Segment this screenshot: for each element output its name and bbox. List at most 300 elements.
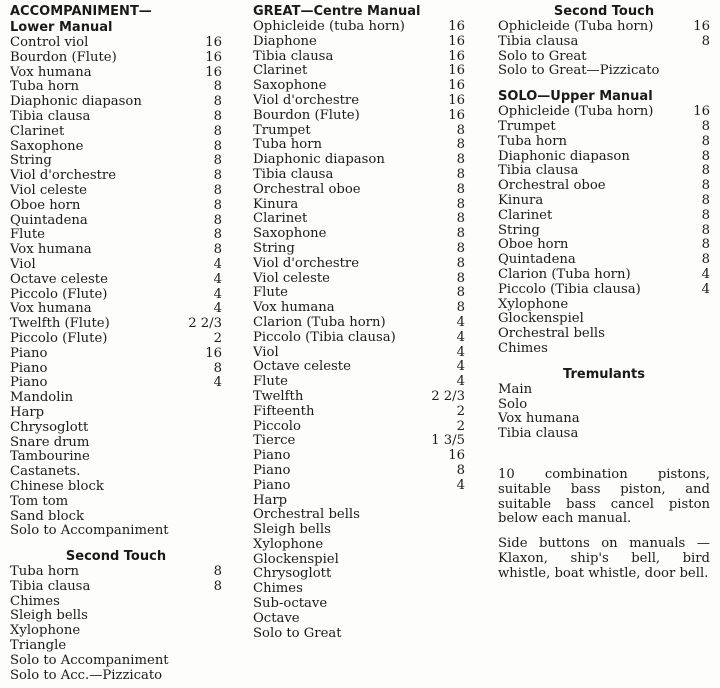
stop-pitch: 4	[456, 314, 465, 330]
stop-row	[10, 95, 222, 110]
stop-pitch: 8	[701, 133, 710, 149]
stop-name: Snare drum	[10, 435, 90, 450]
stop-pitch: 16	[448, 448, 465, 464]
stop-name: Xylophone	[253, 537, 324, 552]
stop-pitch: 16	[448, 107, 465, 123]
stop-row	[253, 286, 465, 301]
stop-name: Octave	[253, 611, 300, 626]
stop-name: Solo to Great	[253, 626, 342, 641]
stop-row	[253, 538, 465, 553]
stop-name: Diaphonic diapason	[253, 153, 385, 168]
stop-row	[253, 479, 465, 494]
stop-name: Tibia clausa	[10, 579, 91, 594]
stop-row	[253, 124, 465, 139]
stop-name: Tuba horn	[498, 134, 568, 149]
stop-pitch: 4	[213, 256, 222, 272]
stop-name: Tuba horn	[10, 80, 80, 95]
stop-name: Vox humana	[253, 301, 335, 316]
stop-row	[253, 20, 465, 35]
stop-name: Saxophone	[10, 139, 84, 154]
stop-name: Kinura	[498, 193, 544, 208]
stop-name: Diaphonic diapason	[10, 95, 142, 110]
stop-name: Clarion (Tuba horn)	[253, 315, 386, 330]
stop-name: Triangle	[10, 639, 67, 654]
stop-row	[253, 316, 465, 331]
stop-pitch: 8	[213, 360, 222, 376]
stop-name: Solo to Accompaniment	[10, 653, 169, 668]
stop-pitch: 8	[456, 166, 465, 182]
stop-pitch: 4	[213, 286, 222, 302]
stop-row	[10, 580, 222, 595]
stop-name: Clarinet	[253, 212, 308, 227]
stop-row	[10, 465, 222, 480]
stop-name: Sleigh bells	[253, 523, 331, 538]
accompaniment-column	[10, 4, 222, 683]
stop-row	[10, 609, 222, 624]
stop-name: Chrysoglott	[10, 420, 89, 435]
stop-row	[10, 595, 222, 610]
stop-pitch: 8	[701, 148, 710, 164]
stop-name: Glockenspiel	[253, 552, 339, 567]
stop-pitch: 16	[448, 92, 465, 108]
stop-name: Viol	[10, 257, 36, 272]
tremulant-item: Vox humana	[498, 411, 580, 427]
stop-row	[10, 110, 222, 125]
stop-row	[10, 391, 222, 406]
stop-pitch: 8	[456, 285, 465, 301]
stop-name: Piccolo (Tibia clausa)	[498, 282, 641, 297]
stop-pitch: 8	[456, 122, 465, 138]
stop-name: Ophicleide (Tuba horn)	[498, 20, 654, 34]
stop-row	[10, 450, 222, 465]
stop-name: Solo to Acc.—Pizzicato	[10, 668, 163, 683]
stop-row	[10, 565, 222, 580]
stop-row	[253, 612, 465, 627]
stop-name: Saxophone	[253, 79, 327, 94]
stop-pitch: 16	[693, 19, 710, 34]
stop-name: Sleigh bells	[10, 609, 88, 624]
stop-name: Piccolo	[253, 419, 301, 434]
stop-row	[10, 140, 222, 155]
stop-name: Xylophone	[10, 624, 81, 639]
stop-row	[498, 105, 710, 120]
accompaniment-second-touch-title: Second Touch	[65, 549, 167, 565]
stop-row	[498, 253, 710, 268]
accompaniment-stop-list	[10, 36, 222, 539]
stop-row	[498, 135, 710, 150]
stop-pitch: 8	[701, 118, 710, 134]
stop-row	[10, 639, 222, 654]
stop-row	[498, 209, 710, 224]
stop-row	[10, 302, 222, 317]
stop-row	[253, 523, 465, 538]
tremulants-list	[498, 383, 710, 442]
stop-pitch: 8	[456, 226, 465, 242]
stop-name: Bourdon (Flute)	[253, 108, 360, 123]
stop-row	[10, 654, 222, 669]
stop-name: Vox humana	[10, 302, 92, 317]
stop-row	[10, 184, 222, 199]
stop-row	[498, 20, 710, 35]
stop-pitch: 8	[701, 237, 710, 253]
stop-pitch: 8	[456, 300, 465, 316]
stop-pitch: 8	[701, 222, 710, 238]
stop-name: Piano	[253, 449, 291, 464]
stop-row	[10, 243, 222, 258]
stop-row	[253, 375, 465, 390]
stop-pitch: 8	[456, 240, 465, 256]
stop-pitch: 4	[213, 375, 222, 391]
great-second-touch-list	[498, 20, 710, 79]
stop-row	[253, 183, 465, 198]
stop-name: Vox humana	[10, 65, 92, 80]
great-second-touch-title: Second Touch	[553, 4, 655, 19]
stop-row	[253, 390, 465, 405]
stop-row	[253, 94, 465, 109]
stop-pitch: 8	[701, 163, 710, 179]
stop-name: Clarinet	[253, 64, 308, 79]
stop-pitch: 2	[456, 403, 465, 419]
stop-row	[253, 331, 465, 346]
stop-pitch: 8	[213, 123, 222, 139]
stop-row	[253, 567, 465, 582]
stop-row	[10, 406, 222, 421]
stop-row	[10, 288, 222, 303]
stop-row	[253, 346, 465, 361]
stop-pitch: 8	[701, 178, 710, 194]
stop-name: Twelfth	[253, 389, 304, 404]
stop-row	[253, 434, 465, 449]
stop-name: Saxophone	[253, 227, 327, 242]
stop-name: Piano	[10, 361, 48, 376]
stop-row	[253, 153, 465, 168]
stop-row	[10, 436, 222, 451]
accompaniment-title: ACCOMPANIMENT—	[10, 4, 152, 19]
stop-name: Sub-octave	[253, 597, 328, 612]
stop-row	[253, 227, 465, 242]
stop-row	[10, 199, 222, 214]
stop-pitch: 8	[456, 137, 465, 153]
stop-name: Diaphone	[253, 34, 317, 49]
stop-name: Chimes	[253, 582, 303, 597]
stop-name: Diaphonic diapason	[498, 149, 630, 164]
stop-row	[10, 51, 222, 66]
stop-row	[253, 35, 465, 50]
stop-name: Octave celeste	[253, 360, 351, 375]
stop-row	[253, 109, 465, 124]
stop-pitch: 8	[213, 168, 222, 184]
stop-row	[253, 597, 465, 612]
stop-row	[253, 242, 465, 257]
stop-row	[253, 212, 465, 227]
stop-name: Trumpet	[253, 123, 311, 138]
stop-name: Harp	[10, 405, 45, 420]
tremulants-title: Tremulants	[563, 366, 645, 382]
stop-pitch: 8	[213, 212, 222, 228]
stop-name: Twelfth (Flute)	[10, 317, 110, 332]
stop-name: Tibia clausa	[498, 164, 579, 179]
stop-pitch: 4	[213, 301, 222, 317]
stop-row	[498, 194, 710, 209]
stop-row	[10, 317, 222, 332]
stop-name: Sand block	[10, 509, 84, 524]
stop-name: Flute	[10, 228, 45, 243]
stop-row	[498, 150, 710, 165]
stop-name: Tibia clausa	[10, 109, 91, 124]
stop-pitch: 16	[448, 78, 465, 94]
stop-row	[498, 268, 710, 283]
stop-name: Clarinet	[10, 124, 65, 139]
stop-name: Clarion (Tuba horn)	[498, 267, 631, 282]
stop-row	[498, 238, 710, 253]
stop-name: Orchestral bells	[498, 327, 605, 342]
stop-row	[10, 347, 222, 362]
stop-row	[253, 464, 465, 479]
stop-pitch: 8	[213, 138, 222, 154]
stop-row	[253, 494, 465, 509]
stop-name: Chimes	[498, 341, 548, 356]
great-stop-list	[253, 20, 465, 641]
stop-name: Xylophone	[498, 297, 569, 312]
stop-pitch: 8	[456, 270, 465, 286]
stop-pitch: 8	[701, 252, 710, 268]
stop-name: Tambourine	[10, 450, 90, 465]
stop-name: String	[498, 223, 540, 238]
stop-row	[253, 79, 465, 94]
stop-pitch: 16	[205, 35, 222, 50]
stop-name: Vox humana	[10, 243, 92, 258]
stop-row	[10, 480, 222, 495]
great-title: GREAT—Centre Manual	[253, 4, 421, 19]
stop-pitch: 4	[456, 344, 465, 360]
solo-title: SOLO—Upper Manual	[498, 89, 653, 105]
stop-pitch: 8	[213, 242, 222, 258]
stop-row	[10, 495, 222, 510]
stop-name: Chinese block	[10, 479, 104, 494]
solo-stop-list	[498, 105, 710, 357]
stop-name: Viol d'orchestre	[253, 93, 360, 108]
stop-name: Tierce	[253, 434, 296, 449]
tremulant-item: Tibia clausa	[498, 426, 579, 442]
stop-row	[10, 258, 222, 273]
stop-row	[253, 582, 465, 597]
stop-pitch: 2	[213, 330, 222, 346]
stop-name: Tuba horn	[253, 138, 323, 153]
stop-row	[10, 421, 222, 436]
stop-name: Bourdon (Flute)	[10, 50, 117, 65]
stop-name: Piano	[10, 376, 48, 391]
stop-name: Tibia clausa	[253, 167, 334, 182]
stop-pitch: 8	[701, 207, 710, 223]
stop-pitch: 16	[205, 345, 222, 361]
stop-name: Orchestral oboe	[253, 182, 361, 197]
stop-pitch: 16	[448, 33, 465, 49]
stop-name: Viol	[253, 345, 279, 360]
stop-row	[10, 273, 222, 288]
stop-row	[10, 332, 222, 347]
stop-row	[10, 66, 222, 81]
stop-name: Viol d'orchestre	[10, 169, 117, 184]
stop-row	[498, 224, 710, 239]
stop-row	[498, 327, 710, 342]
stop-row	[253, 627, 465, 642]
stop-row	[253, 257, 465, 272]
stop-name: Tom tom	[10, 494, 69, 509]
stop-row	[10, 125, 222, 140]
stop-pitch: 8	[213, 108, 222, 124]
stop-row	[10, 362, 222, 377]
stop-name: Kinura	[253, 197, 299, 212]
stop-pitch: 4	[456, 329, 465, 345]
stop-pitch: 8	[213, 94, 222, 110]
stop-row	[253, 508, 465, 523]
stop-name: Ophicleide (Tuba horn)	[498, 105, 654, 120]
stop-name: Orchestral oboe	[498, 179, 606, 194]
stop-name: Piccolo (Flute)	[10, 287, 108, 302]
stop-row	[253, 64, 465, 79]
stop-name: String	[253, 241, 295, 256]
stop-name: Control viol	[10, 36, 89, 50]
stop-pitch: 8	[213, 79, 222, 95]
stop-pitch: 8	[456, 462, 465, 478]
stop-row	[498, 298, 710, 313]
stop-pitch: 2	[456, 418, 465, 434]
stop-row	[253, 198, 465, 213]
stop-name: Ophicleide (tuba horn)	[253, 20, 405, 34]
stop-name: Piccolo (Flute)	[10, 331, 108, 346]
solo-column	[498, 4, 710, 582]
stop-row	[10, 669, 222, 684]
stop-name: Quintadena	[10, 213, 88, 228]
accompaniment-subtitle: Lower Manual	[10, 20, 113, 35]
stop-row	[10, 376, 222, 391]
stop-row	[10, 80, 222, 95]
stop-name: Piano	[253, 463, 291, 478]
stop-pitch: 8	[456, 181, 465, 197]
stop-pitch: 16	[448, 63, 465, 79]
stop-name: Flute	[253, 375, 288, 390]
stop-row	[498, 312, 710, 327]
stop-pitch: 8	[213, 227, 222, 243]
stop-pitch: 4	[701, 266, 710, 282]
stop-row	[498, 179, 710, 194]
stop-pitch: 4	[701, 281, 710, 297]
stop-pitch: 8	[456, 196, 465, 212]
stop-pitch: 2 2/3	[188, 316, 222, 332]
stop-row	[10, 154, 222, 169]
stop-pitch: 8	[701, 33, 710, 49]
stop-name: Viol celeste	[10, 183, 87, 198]
stop-name: Solo to Great—Pizzicato	[498, 64, 660, 79]
tremulant-item: Main	[498, 381, 533, 397]
stop-pitch: 8	[213, 153, 222, 169]
stop-name: Octave celeste	[10, 272, 108, 287]
stop-row	[498, 283, 710, 298]
stop-name: Orchestral bells	[253, 508, 360, 523]
stop-pitch: 4	[456, 359, 465, 375]
stop-row	[498, 342, 710, 357]
stop-name: Fifteenth	[253, 404, 315, 419]
stop-row	[498, 50, 710, 65]
stop-row	[10, 624, 222, 639]
stop-name: Tuba horn	[10, 565, 80, 580]
stop-pitch: 8	[213, 564, 222, 580]
stop-pitch: 1 3/5	[431, 433, 465, 449]
stop-name: Piano	[253, 478, 291, 493]
stop-name: Piano	[10, 346, 48, 361]
stop-row	[10, 510, 222, 525]
stop-name: Oboe horn	[498, 238, 569, 253]
stop-pitch: 8	[456, 152, 465, 168]
stop-pitch: 4	[456, 374, 465, 390]
stop-name: Flute	[253, 286, 288, 301]
stop-name: String	[10, 154, 52, 169]
stop-row	[498, 35, 710, 50]
stop-row	[10, 214, 222, 229]
pistons-note: 10 combination pistons, suitable bass piston, and suitable bass cancel piston below each manual.	[498, 466, 710, 527]
stop-row	[253, 420, 465, 435]
stop-name: Tibia clausa	[253, 49, 334, 64]
stop-pitch: 16	[693, 104, 710, 120]
stop-row	[498, 64, 710, 79]
stop-name: Castanets.	[10, 465, 81, 480]
stop-pitch: 16	[205, 49, 222, 65]
side-buttons-note: Side buttons on manuals — Klaxon, ship's bell, bird whistle, boat whistle, door bell.	[498, 536, 710, 581]
stop-name: Trumpet	[498, 119, 556, 134]
stop-row	[253, 405, 465, 420]
stop-row	[253, 168, 465, 183]
stop-pitch: 8	[213, 182, 222, 198]
stop-name: Mandolin	[10, 391, 74, 406]
stop-pitch: 8	[456, 255, 465, 271]
stop-row	[253, 449, 465, 464]
stop-name: Solo to Accompaniment	[10, 524, 169, 539]
stop-row	[253, 138, 465, 153]
stop-name: Solo to Great	[498, 49, 587, 64]
accompaniment-second-touch-list	[10, 565, 222, 683]
stop-name: Piccolo (Tibia clausa)	[253, 330, 396, 345]
stop-name: Viol d'orchestre	[253, 256, 360, 271]
stop-pitch: 2 2/3	[431, 388, 465, 404]
stop-row	[253, 301, 465, 316]
stop-row	[253, 553, 465, 568]
stop-row	[10, 228, 222, 243]
stop-name: Glockenspiel	[498, 312, 584, 327]
stop-row	[10, 36, 222, 51]
stop-row	[498, 164, 710, 179]
stop-pitch: 4	[213, 271, 222, 287]
stop-name: Chimes	[10, 594, 60, 609]
stop-row	[10, 524, 222, 539]
tremulant-item: Solo	[498, 396, 528, 412]
stop-name: Harp	[253, 493, 288, 508]
stop-name: Clarinet	[498, 208, 553, 223]
stop-row	[253, 50, 465, 65]
stop-row	[498, 120, 710, 135]
stop-row	[10, 169, 222, 184]
stop-name: Chrysoglott	[253, 567, 332, 582]
stop-name: Tibia clausa	[498, 34, 579, 49]
stop-pitch: 16	[448, 19, 465, 34]
stop-pitch: 16	[205, 64, 222, 80]
stop-pitch: 16	[448, 48, 465, 64]
stop-name: Viol celeste	[253, 271, 330, 286]
stop-row	[253, 272, 465, 287]
stop-name: Quintadena	[498, 253, 576, 268]
stop-pitch: 8	[213, 578, 222, 594]
stop-pitch: 4	[456, 477, 465, 493]
stop-name: Oboe horn	[10, 198, 81, 213]
